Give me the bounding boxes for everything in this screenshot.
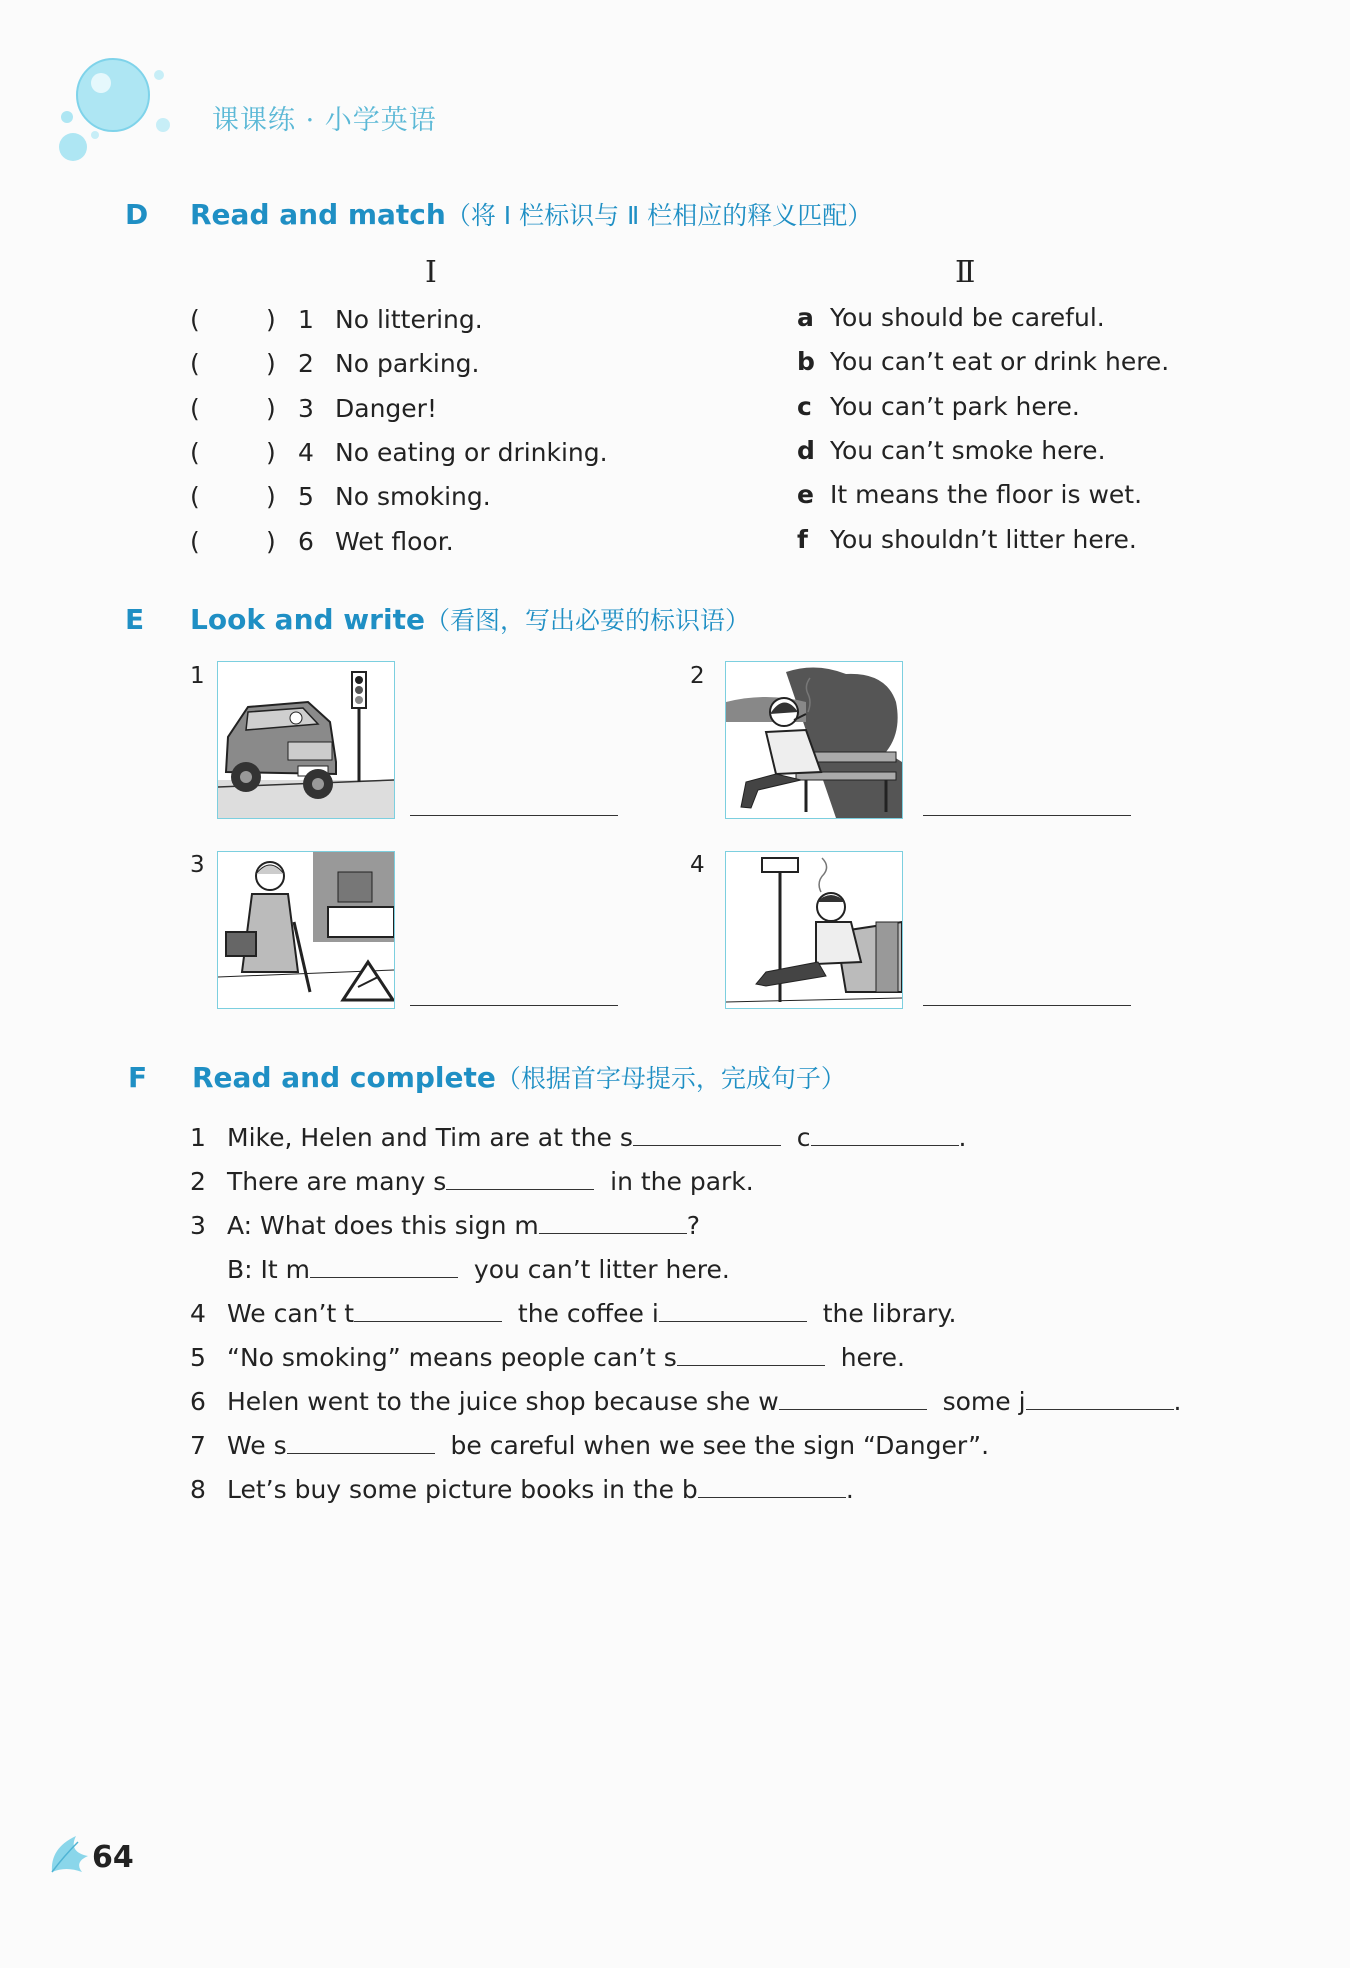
sentence-line [190, 1475, 854, 1504]
sentence-text: the coffee i [517, 1299, 659, 1328]
answer-paren-close: ) [266, 305, 276, 334]
section-e-title: Look and write [190, 603, 425, 636]
sentence-number: 1 [190, 1123, 206, 1152]
section-e-letter: E [125, 603, 145, 636]
sign-number: 3 [298, 394, 314, 423]
sentence-text: “No smoking” means people can’t s [227, 1343, 677, 1372]
sentence-text: B: It m [227, 1255, 310, 1284]
sentence-line [190, 1123, 966, 1152]
sentence-text: here. [840, 1343, 905, 1372]
answer-line[interactable] [923, 815, 1131, 816]
meaning-letter: a [797, 303, 814, 332]
fill-blank[interactable] [779, 1387, 927, 1410]
fill-blank[interactable] [1026, 1387, 1174, 1410]
column-two-heading: Ⅱ [955, 255, 976, 290]
sentence-line [190, 1255, 730, 1284]
fill-blank[interactable] [287, 1431, 435, 1454]
header-title: 课课练 · 小学英语 [212, 105, 437, 136]
sign-number: 6 [298, 527, 314, 556]
sentence-number: 6 [190, 1387, 206, 1416]
meaning-text: You can’t eat or drink here. [830, 347, 1170, 376]
answer-paren-close: ) [266, 482, 276, 511]
sentence-text: We s [227, 1431, 287, 1460]
sentence-text: . [958, 1123, 967, 1152]
fill-blank[interactable] [633, 1123, 781, 1146]
meaning-text: You should be careful. [830, 303, 1105, 332]
leaf-icon [48, 1834, 90, 1874]
sentence-line [190, 1299, 957, 1328]
sentence-line [190, 1431, 989, 1460]
sentence-text: . [845, 1475, 854, 1504]
sentence-line [190, 1167, 754, 1196]
sentence-text: c [796, 1123, 811, 1152]
sentence-text: Let’s buy some picture books in the b [227, 1475, 698, 1504]
sign-text: Wet floor. [335, 527, 454, 556]
sentence-line [190, 1211, 700, 1240]
sign-text: No littering. [335, 305, 483, 334]
sentence-text: There are many s [227, 1167, 447, 1196]
meaning-letter: b [797, 347, 815, 376]
answer-line[interactable] [410, 1005, 618, 1006]
fill-blank[interactable] [659, 1299, 807, 1322]
picture-number: 4 [690, 852, 705, 878]
sign-number: 5 [298, 482, 314, 511]
wet-floor-icon [218, 852, 394, 1008]
sentence-text: ? [686, 1211, 701, 1240]
sign-text: Danger! [335, 394, 437, 423]
sentence-text: . [1173, 1387, 1182, 1416]
answer-paren-close: ) [266, 349, 276, 378]
answer-paren-close: ) [266, 394, 276, 423]
sentence-number: 5 [190, 1343, 206, 1372]
answer-paren-close: ) [266, 438, 276, 467]
answer-paren-open: ( [190, 305, 200, 334]
man-smoking-bench-picture [725, 661, 903, 819]
column-one-heading: Ⅰ [425, 255, 437, 290]
section-e-instruction: （看图，写出必要的标识语） [424, 606, 750, 635]
fill-blank[interactable] [698, 1475, 846, 1498]
fill-blank[interactable] [354, 1299, 502, 1322]
sentence-line [190, 1343, 905, 1372]
meaning-letter: f [797, 525, 808, 554]
car-icon [218, 662, 394, 818]
sentence-text: We can’t t [227, 1299, 354, 1328]
fill-blank[interactable] [677, 1343, 825, 1366]
picture-number: 1 [190, 663, 205, 689]
answer-paren-open: ( [190, 527, 200, 556]
woman-wet-floor-picture [217, 851, 395, 1009]
meaning-text: You can’t smoke here. [830, 436, 1106, 465]
section-d-title: Read and match [190, 198, 446, 231]
sign-number: 2 [298, 349, 314, 378]
sentence-text: Helen went to the juice shop because she w [227, 1387, 779, 1416]
sentence-number: 2 [190, 1167, 206, 1196]
sentence-text: the library. [822, 1299, 957, 1328]
fill-blank[interactable] [310, 1255, 458, 1278]
meaning-letter: d [797, 436, 815, 465]
sign-text: No eating or drinking. [335, 438, 608, 467]
picture-number: 3 [190, 852, 205, 878]
sentence-number: 8 [190, 1475, 206, 1504]
meaning-text: It means the floor is wet. [830, 480, 1143, 509]
answer-paren-open: ( [190, 349, 200, 378]
fill-blank[interactable] [446, 1167, 594, 1190]
car-parking-picture [217, 661, 395, 819]
meaning-text: You can’t park here. [830, 392, 1080, 421]
answer-paren-open: ( [190, 438, 200, 467]
meaning-text: You shouldn’t litter here. [830, 525, 1137, 554]
sign-text: No parking. [335, 349, 480, 378]
man-smoking-sign-picture [725, 851, 903, 1009]
section-f-title: Read and complete [192, 1061, 496, 1094]
sentence-number: 7 [190, 1431, 206, 1460]
sentence-text: some j [942, 1387, 1026, 1416]
sentence-text: be careful when we see the sign “Danger”. [450, 1431, 990, 1460]
sign-number: 4 [298, 438, 314, 467]
section-d-instruction: （将 Ⅰ 栏标识与 Ⅱ 栏相应的释义匹配） [445, 201, 873, 230]
smoking-sign-icon [726, 852, 902, 1008]
sentence-line [190, 1387, 1182, 1416]
answer-line[interactable] [410, 815, 618, 816]
sentence-number: 3 [190, 1211, 206, 1240]
picture-number: 2 [690, 663, 705, 689]
bench-smoker-icon [726, 662, 902, 818]
bubbles-icon [55, 55, 185, 165]
section-f-letter: F [128, 1061, 148, 1094]
sentence-text: in the park. [610, 1167, 754, 1196]
fill-blank[interactable] [539, 1211, 687, 1234]
sentence-text: you can’t litter here. [473, 1255, 730, 1284]
meaning-letter: e [797, 480, 814, 509]
sign-number: 1 [298, 305, 314, 334]
sentence-text: A: What does this sign m [227, 1211, 539, 1240]
answer-paren-open: ( [190, 394, 200, 423]
sentence-text: Mike, Helen and Tim are at the s [227, 1123, 633, 1152]
fill-blank[interactable] [811, 1123, 959, 1146]
sign-text: No smoking. [335, 482, 491, 511]
section-f-instruction: （根据首字母提示，完成句子） [495, 1064, 846, 1093]
section-e-heading [190, 601, 750, 637]
answer-line[interactable] [923, 1005, 1131, 1006]
section-f-heading [192, 1059, 846, 1095]
sentence-number: 4 [190, 1299, 206, 1328]
section-d-letter: D [125, 198, 149, 231]
answer-paren-open: ( [190, 482, 200, 511]
page-number: 64 [92, 1840, 134, 1875]
meaning-letter: c [797, 392, 812, 421]
answer-paren-close: ) [266, 527, 276, 556]
section-d-heading [190, 196, 872, 232]
